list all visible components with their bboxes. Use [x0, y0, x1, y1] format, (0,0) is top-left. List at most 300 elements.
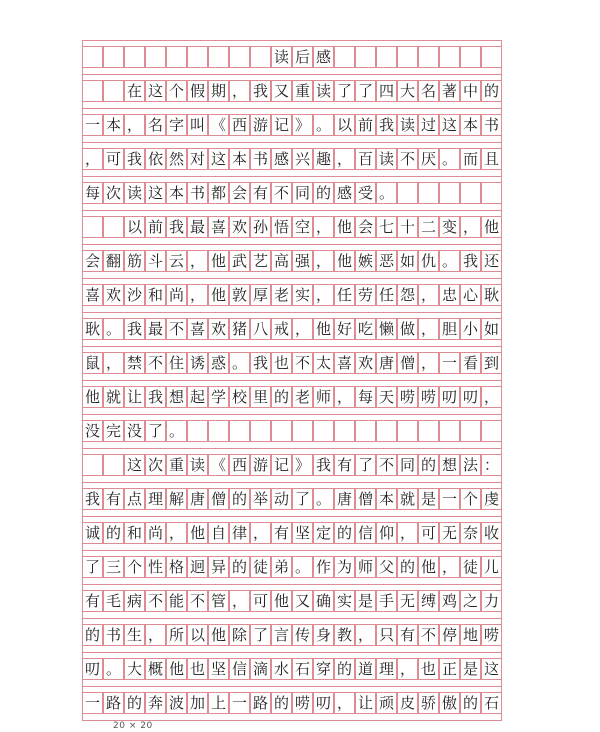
grid-cell: 的 [103, 522, 124, 544]
grid-cell: 强 [292, 250, 313, 272]
grid-cell: 感 [313, 46, 334, 68]
grid-cell: ， [229, 80, 250, 102]
grid-cell: 本 [229, 148, 250, 170]
grid-cell: 迥 [187, 556, 208, 578]
grid-cell: 也 [187, 658, 208, 680]
grid-cell: 力 [481, 590, 502, 612]
grid-cell: 缚 [418, 590, 439, 612]
grid-cell: 戒 [271, 318, 292, 340]
grid-cell: 仇 [418, 250, 439, 272]
grid-cell: 我 [124, 318, 145, 340]
grid-size-label: 20 × 20 [113, 721, 153, 731]
grid-cell: ， [187, 284, 208, 306]
grid-cell: 好 [334, 318, 355, 340]
row-rule [82, 74, 502, 75]
grid-cell: 个 [460, 488, 481, 510]
grid-cell: 会 [355, 216, 376, 238]
grid-cell: 最 [145, 318, 166, 340]
grid-cell: 猪 [229, 318, 250, 340]
grid-cell: 十 [397, 216, 418, 238]
grid-cell: 感 [334, 182, 355, 204]
grid-cell: 信 [229, 658, 250, 680]
row-rule [82, 448, 502, 449]
grid-cell: 忠 [439, 284, 460, 306]
grid-cell: 毛 [103, 590, 124, 612]
grid-cell: 耿 [481, 284, 502, 306]
grid-cell: 喜 [187, 318, 208, 340]
grid-cell: ， [418, 352, 439, 374]
grid-cell: 欢 [103, 284, 124, 306]
grid-cell [229, 420, 250, 442]
grid-cell: 厌 [418, 148, 439, 170]
grid-cell: 我 [250, 352, 271, 374]
grid-cell: 都 [208, 182, 229, 204]
grid-cell: 叨 [82, 658, 103, 680]
grid-cell: ， [166, 522, 187, 544]
grid-cell: 只 [376, 624, 397, 646]
grid-cell: 不 [418, 624, 439, 646]
grid-cell: 游 [250, 114, 271, 136]
grid-cell: 无 [439, 522, 460, 544]
row-rule [82, 142, 502, 143]
grid-cell [187, 420, 208, 442]
grid-cell: 西 [229, 114, 250, 136]
grid-cell: 还 [481, 250, 502, 272]
grid-cell: 实 [292, 284, 313, 306]
grid-cell: ， [481, 386, 502, 408]
grid-cell: 有 [82, 590, 103, 612]
grid-cell: 他 [271, 590, 292, 612]
grid-cell [250, 46, 271, 68]
grid-cell: 举 [250, 488, 271, 510]
grid-cell: 空 [292, 216, 313, 238]
grid-cell [208, 46, 229, 68]
grid-cell: 心 [460, 284, 481, 306]
text-row [82, 210, 502, 244]
grid-cell: 任 [376, 284, 397, 306]
grid-cell: 想 [439, 454, 460, 476]
grid-cell: 他 [187, 522, 208, 544]
grid-cell: 期 [208, 80, 229, 102]
row-rule [82, 244, 502, 245]
grid-cell: 恶 [376, 250, 397, 272]
grid-cell [292, 420, 313, 442]
grid-cell: 理 [376, 658, 397, 680]
grid-cell: 。 [313, 488, 334, 510]
grid-cell: 奈 [460, 522, 481, 544]
grid-cell: 传 [292, 624, 313, 646]
grid-cell: 老 [271, 284, 292, 306]
grid-cell: 一 [439, 488, 460, 510]
grid-cell: 中 [460, 80, 481, 102]
grid-cell: 怨 [397, 284, 418, 306]
grid-cell: 所 [166, 624, 187, 646]
grid-cell: 厚 [250, 284, 271, 306]
grid-cell [250, 420, 271, 442]
grid-cell: 他 [418, 556, 439, 578]
grid-cell: 《 [208, 454, 229, 476]
grid-cell: 每 [82, 182, 103, 204]
grid-cell: 受 [355, 182, 376, 204]
grid-cell: ， [418, 284, 439, 306]
grid-cell: 是 [418, 488, 439, 510]
grid-cell: 是 [460, 658, 481, 680]
grid-cell: 叫 [187, 114, 208, 136]
grid-cell: 解 [166, 488, 187, 510]
grid-cell: ， [313, 250, 334, 272]
row-rule [82, 414, 502, 415]
grid-cell: 上 [208, 692, 229, 714]
grid-cell: ， [439, 556, 460, 578]
grid-cell: 依 [145, 148, 166, 170]
grid-cell [271, 420, 292, 442]
grid-cell: 老 [292, 386, 313, 408]
grid-cell [376, 46, 397, 68]
grid-cell: 鼠 [82, 352, 103, 374]
grid-cell: 小 [460, 318, 481, 340]
grid-cell: 我 [166, 216, 187, 238]
grid-cell: 滴 [250, 658, 271, 680]
grid-cell: ， [397, 658, 418, 680]
grid-cell: 以 [187, 624, 208, 646]
grid-cell: 了 [334, 80, 355, 102]
grid-cell: ， [145, 624, 166, 646]
grid-cell: 武 [229, 250, 250, 272]
grid-cell: 兴 [292, 148, 313, 170]
grid-cell: 百 [355, 148, 376, 170]
grid-cell: 有 [250, 182, 271, 204]
text-row [82, 74, 502, 108]
grid-cell: 不 [145, 590, 166, 612]
grid-cell: 耿 [82, 318, 103, 340]
grid-cell [481, 420, 502, 442]
grid-cell: 的 [334, 658, 355, 680]
grid-cell: 可 [103, 148, 124, 170]
grid-cell: 点 [124, 488, 145, 510]
grid-cell: 每 [355, 386, 376, 408]
grid-cell: 喜 [334, 352, 355, 374]
grid-cell: 本 [376, 488, 397, 510]
grid-cell [439, 182, 460, 204]
grid-cell: 记 [271, 454, 292, 476]
text-row [82, 244, 502, 278]
grid-cell: 水 [271, 658, 292, 680]
grid-cell: 以 [124, 216, 145, 238]
grid-cell: 不 [397, 148, 418, 170]
grid-cell: 读 [397, 114, 418, 136]
grid-cell: 让 [355, 692, 376, 714]
text-row [82, 312, 502, 346]
grid-cell: 我 [460, 250, 481, 272]
grid-cell: 禁 [124, 352, 145, 374]
grid-cell: 重 [292, 80, 313, 102]
grid-cell: 。 [376, 182, 397, 204]
grid-cell: 有 [103, 488, 124, 510]
grid-cell: 格 [166, 556, 187, 578]
text-row [82, 108, 502, 142]
grid-cell: 以 [334, 114, 355, 136]
grid-cell: 这 [439, 114, 460, 136]
grid-cell: 我 [145, 386, 166, 408]
row-rule [82, 210, 502, 211]
grid-cell: 本 [166, 182, 187, 204]
row-rule [82, 618, 502, 619]
grid-cell: 我 [376, 114, 397, 136]
grid-cell: 读 [271, 46, 292, 68]
grid-cell: 校 [229, 386, 250, 408]
grid-cell: 一 [229, 692, 250, 714]
grid-cell: 这 [145, 182, 166, 204]
grid-cell: 里 [250, 386, 271, 408]
grid-cell: 且 [481, 148, 502, 170]
grid-cell: 一 [82, 692, 103, 714]
grid-cell: 到 [481, 352, 502, 374]
grid-cell: 可 [250, 590, 271, 612]
grid-cell: 嫉 [355, 250, 376, 272]
grid-cell: 唠 [481, 624, 502, 646]
row-rule [82, 176, 502, 177]
grid-cell: 大 [124, 658, 145, 680]
grid-cell: 加 [187, 692, 208, 714]
grid-cell: 不 [292, 352, 313, 374]
grid-cell: 坚 [208, 658, 229, 680]
grid-cell [124, 46, 145, 68]
grid-cell: 他 [334, 216, 355, 238]
row-rule [82, 346, 502, 347]
grid-cell [418, 420, 439, 442]
grid-cell: 和 [145, 284, 166, 306]
grid-cell: 唐 [187, 488, 208, 510]
grid-cell: 理 [145, 488, 166, 510]
grid-cell: ， [418, 318, 439, 340]
grid-cell: 同 [397, 454, 418, 476]
grid-cell: ， [124, 114, 145, 136]
grid-cell: ， [355, 624, 376, 646]
grid-cell: ， [82, 148, 103, 170]
grid-cell: 波 [166, 692, 187, 714]
grid-cell: 太 [313, 352, 334, 374]
row-rule [82, 108, 502, 109]
grid-cell: 书 [250, 148, 271, 170]
grid-cell [460, 420, 481, 442]
grid-cell [481, 182, 502, 204]
grid-cell: 做 [397, 318, 418, 340]
grid-cell: 正 [439, 658, 460, 680]
grid-cell: 感 [271, 148, 292, 170]
grid-cell: 。 [292, 556, 313, 578]
grid-cell [334, 46, 355, 68]
grid-cell: 的 [82, 624, 103, 646]
grid-cell: 的 [418, 454, 439, 476]
grid-cell: 。 [103, 658, 124, 680]
grid-cell: 地 [460, 624, 481, 646]
grid-cell: 个 [166, 80, 187, 102]
grid-cell: 书 [481, 114, 502, 136]
row-rule [82, 278, 502, 279]
grid-cell: ， [313, 284, 334, 306]
grid-cell: 身 [313, 624, 334, 646]
grid-cell: 无 [397, 590, 418, 612]
grid-cell: 字 [166, 114, 187, 136]
grid-cell [439, 420, 460, 442]
grid-cell: 生 [124, 624, 145, 646]
grid-cell: 叨 [460, 386, 481, 408]
row-rule [82, 584, 502, 585]
grid-cell [397, 182, 418, 204]
grid-cell: 能 [166, 590, 187, 612]
grid-cell: 了 [355, 454, 376, 476]
grid-cell: 唠 [397, 386, 418, 408]
grid-cell: 管 [208, 590, 229, 612]
grid-cell: 僧 [397, 352, 418, 374]
grid-cell [334, 420, 355, 442]
grid-cell: 学 [208, 386, 229, 408]
grid-cell: 就 [397, 488, 418, 510]
grid-cell: 尚 [145, 522, 166, 544]
grid-cell: 作 [313, 556, 334, 578]
grid-cell: 法 [460, 454, 481, 476]
grid-cell: 律 [229, 522, 250, 544]
grid-cell: 信 [355, 522, 376, 544]
grid-cell: 就 [103, 386, 124, 408]
grid-cell: 八 [250, 318, 271, 340]
grid-cell: 他 [208, 624, 229, 646]
text-row [82, 346, 502, 380]
grid-cell: 也 [418, 658, 439, 680]
grid-cell: 他 [208, 284, 229, 306]
grid-cell [418, 46, 439, 68]
row-rule [82, 312, 502, 313]
row-rule [82, 516, 502, 517]
grid-cell: 。 [439, 148, 460, 170]
text-row [82, 482, 502, 516]
grid-cell [103, 46, 124, 68]
row-rule [82, 550, 502, 551]
grid-cell: 西 [229, 454, 250, 476]
grid-cell: 唐 [334, 488, 355, 510]
text-row [82, 448, 502, 482]
grid-cell: 读 [187, 454, 208, 476]
grid-cell: 动 [271, 488, 292, 510]
grid-cell: 趣 [313, 148, 334, 170]
grid-cell [145, 46, 166, 68]
grid-cell: 这 [481, 658, 502, 680]
grid-cell: 的 [334, 522, 355, 544]
grid-cell [355, 420, 376, 442]
grid-cell: 概 [145, 658, 166, 680]
grid-cell: 不 [166, 318, 187, 340]
grid-cell: 我 [124, 148, 145, 170]
grid-cell [460, 182, 481, 204]
grid-cell: 欢 [208, 318, 229, 340]
text-row [82, 516, 502, 550]
grid-cell: 叨 [313, 692, 334, 714]
text-row [82, 176, 502, 210]
grid-cell: 《 [208, 114, 229, 136]
grid-cell: 的 [124, 692, 145, 714]
grid-cell: 和 [124, 522, 145, 544]
grid-cell: 诱 [187, 352, 208, 374]
grid-cell: 定 [313, 522, 334, 544]
grid-cell: 沙 [124, 284, 145, 306]
grid-cell: 记 [271, 114, 292, 136]
grid-cell: 高 [271, 250, 292, 272]
grid-cell: 任 [334, 284, 355, 306]
grid-cell: 的 [313, 182, 334, 204]
grid-cell: 欢 [229, 216, 250, 238]
grid-cell: 次 [103, 182, 124, 204]
grid-cell: 父 [376, 556, 397, 578]
grid-cell: 是 [355, 590, 376, 612]
grid-cell [397, 46, 418, 68]
grid-cell [208, 420, 229, 442]
grid-cell: 我 [250, 80, 271, 102]
grid-cell: ， [250, 522, 271, 544]
row-rule [82, 482, 502, 483]
grid-cell [166, 46, 187, 68]
text-row [82, 142, 502, 176]
grid-cell: 性 [145, 556, 166, 578]
grid-cell: 七 [376, 216, 397, 238]
row-rule [82, 380, 502, 381]
grid-cell: 了 [355, 80, 376, 102]
grid-cell: 一 [82, 114, 103, 136]
grid-cell: 顽 [376, 692, 397, 714]
grid-cell: 僧 [208, 488, 229, 510]
grid-cell: ， [103, 352, 124, 374]
grid-cell: 石 [292, 658, 313, 680]
grid-cell: 尚 [166, 284, 187, 306]
grid-cell: 手 [376, 590, 397, 612]
grid-cell: 》 [292, 114, 313, 136]
text-row [82, 652, 502, 686]
grid-cell: 游 [250, 454, 271, 476]
grid-cell: 前 [145, 216, 166, 238]
grid-cell: 著 [439, 80, 460, 102]
grid-cell: 敦 [229, 284, 250, 306]
grid-cell: ， [460, 216, 481, 238]
grid-cell: 停 [439, 624, 460, 646]
grid-cell: 。 [229, 352, 250, 374]
grid-cell: 喜 [82, 284, 103, 306]
title-row [82, 40, 502, 74]
grid-cell: 。 [439, 250, 460, 272]
grid-cell: 虔 [481, 488, 502, 510]
grid-cell: 假 [187, 80, 208, 102]
grid-cell: 奔 [145, 692, 166, 714]
grid-cell: 自 [208, 522, 229, 544]
grid-cell: 完 [103, 420, 124, 442]
grid-cell: 石 [481, 692, 502, 714]
grid-cell: 他 [82, 386, 103, 408]
grid-cell: 三 [103, 556, 124, 578]
grid-cell: 会 [82, 250, 103, 272]
grid-cell: 不 [271, 182, 292, 204]
grid-cell: 看 [460, 352, 481, 374]
grid-cell: 最 [187, 216, 208, 238]
grid-cell: 住 [166, 352, 187, 374]
grid-cell: 了 [82, 556, 103, 578]
grid-cell: 悟 [271, 216, 292, 238]
row-rule [82, 652, 502, 653]
grid-cell: 了 [250, 624, 271, 646]
grid-cell: 起 [187, 386, 208, 408]
grid-cell: 唠 [418, 386, 439, 408]
grid-cell: 异 [208, 556, 229, 578]
grid-cell: 唐 [376, 352, 397, 374]
grid-cell: 叨 [439, 386, 460, 408]
text-row [82, 584, 502, 618]
